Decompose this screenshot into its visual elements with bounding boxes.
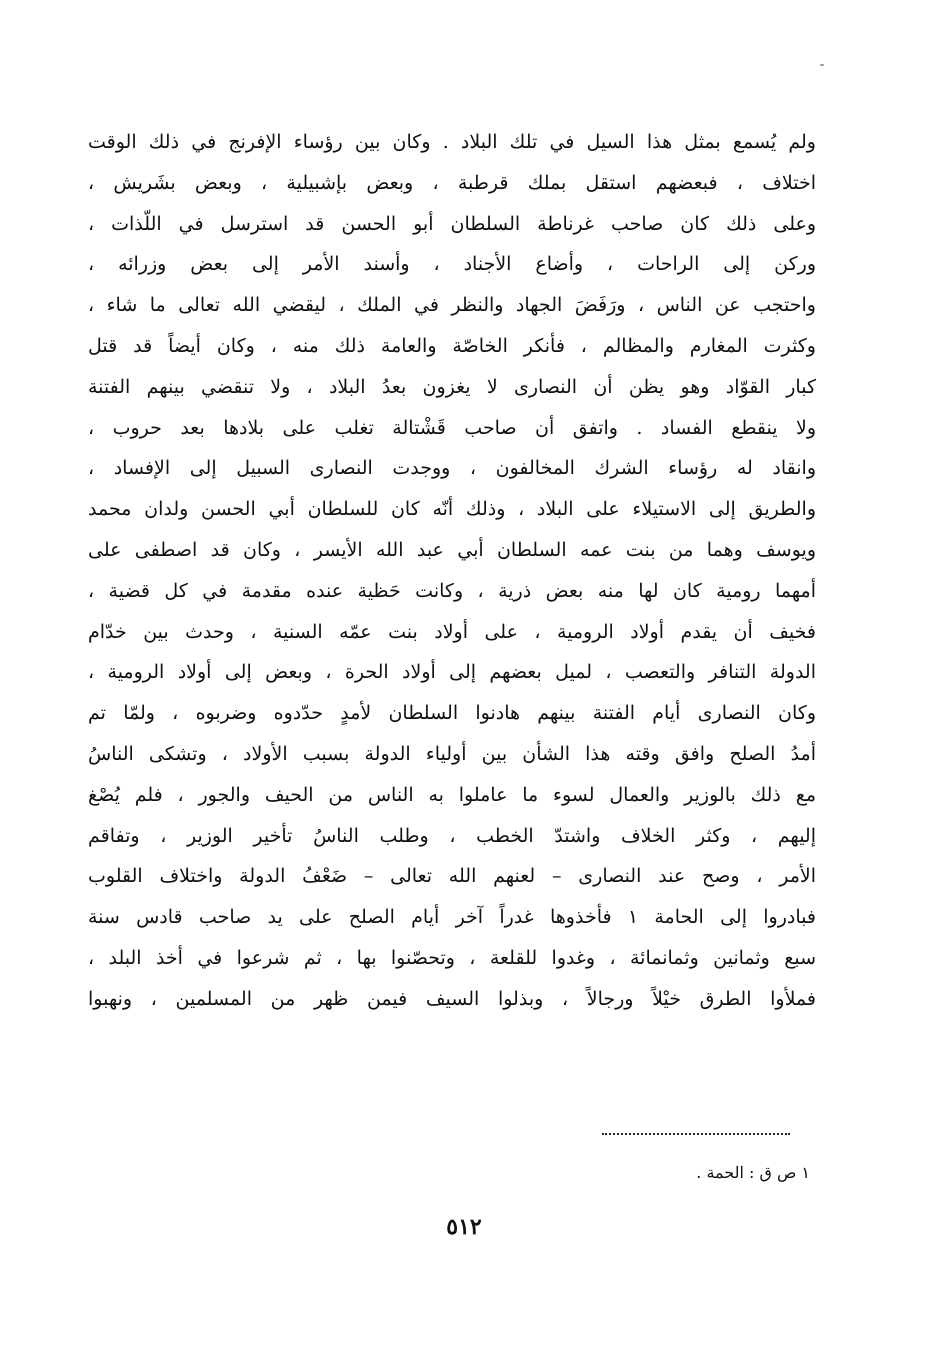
text-line: فخيف أن يقدم أولاد الرومية ، على أولاد بنت عمّه السنية ، وحدث بين خدّام xyxy=(88,620,816,643)
text-line: الأمر ، وصح عند النصارى – لعنهم الله تعالى – ضَعْفُ الدولة واختلاف القلوب xyxy=(88,865,816,888)
text-line: كبار القوّاد وهو يظن أن النصارى لا يغزون بعدُ البلاد ، ولا تنقضي بينهم الفتنة xyxy=(88,375,816,398)
scan-speck xyxy=(820,64,824,66)
page-number: ٥١٢ xyxy=(446,1214,482,1240)
text-line: والطريق إلى الاستيلاء على البلاد ، وذلك أنّه كان للسلطان أبي الحسن ولدان محمد xyxy=(88,498,816,521)
text-line: فبادروا إلى الحامة ١ فأخذوها غدراً آخر أيام الصلح على يد صاحب قادس سنة xyxy=(88,906,816,929)
text-line: مع ذلك بالوزير والعمال لسوء ما عاملوا به الناس من الحيف والجور ، فلم يُصْغ xyxy=(88,783,816,806)
text-line: ولا ينقطع الفساد . واتفق أن صاحب قَشْتالة تغلب على بلادها بعد حروب ، xyxy=(88,416,816,439)
text-line: إليهم ، وكثر الخلاف واشتدّ الخطب ، وطلب الناسُ تأخير الوزير ، وتفاقم xyxy=(88,824,816,847)
text-line: وكان النصارى أيام الفتنة بينهم هادنوا السلطان لأمدٍ حدّدوه وضربوه ، ولمّا تم xyxy=(88,702,816,725)
text-line: سبع وثمانين وثمانمائة ، وغدوا للقلعة ، وتحصّنوا بها ، ثم شرعوا في أخذ البلد ، xyxy=(88,946,816,969)
text-line: وركن إلى الراحات ، وأضاع الأجناد ، وأسند الأمر إلى بعض وزرائه ، xyxy=(88,253,816,276)
text-line: وانقاد له رؤساء الشرك المخالفون ، ووجدت النصارى السبيل إلى الإفساد ، xyxy=(88,457,816,480)
text-line: ويوسف وهما من بنت عمه السلطان أبي عبد الله الأيسر ، وكان قد اصطفى على xyxy=(88,538,816,561)
text-line: أمدُ الصلح وافق وقته هذا الشأن بين أولياء الدولة بسبب الأولاد ، وتشكى الناسُ xyxy=(88,742,816,765)
footnote: ١ ص ق : الحمة . xyxy=(696,1163,810,1182)
text-line: الدولة التنافر والتعصب ، لميل بعضهم إلى أولاد الحرة ، وبعض إلى أولاد الرومية ، xyxy=(88,661,816,684)
text-line: اختلاف ، فبعضهم استقل بملك قرطبة ، وبعض بإشبيلية ، وبعض بشَريش ، xyxy=(88,171,816,194)
text-line: أمهما رومية كان لها منه بعض ذرية ، وكانت حَظية عنده مقدمة في كل قضية ، xyxy=(88,579,816,602)
text-line: وكثرت المغارم والمظالم ، فأنكر الخاصّة والعامة ذلك منه ، وكان أيضاً قد قتل xyxy=(88,334,816,357)
text-line: وعلى ذلك كان صاحب غرناطة السلطان أبو الحسن قد استرسل في اللّذات ، xyxy=(88,212,816,235)
body-text xyxy=(88,122,816,1020)
footnote-separator xyxy=(602,1133,790,1135)
text-line: فملأوا الطرق خيْلاً ورجالاً ، وبذلوا السيف فيمن ظهر من المسلمين ، ونهبوا xyxy=(88,987,816,1010)
text-line: ولم يُسمع بمثل هذا السيل في تلك البلاد . وكان بين رؤساء الإفرنج في ذلك الوقت xyxy=(88,131,816,153)
text-line: واحتجب عن الناس ، ورَفَضَ الجهاد والنظر في الملك ، ليقضي الله تعالى ما شاء ، xyxy=(88,294,816,317)
